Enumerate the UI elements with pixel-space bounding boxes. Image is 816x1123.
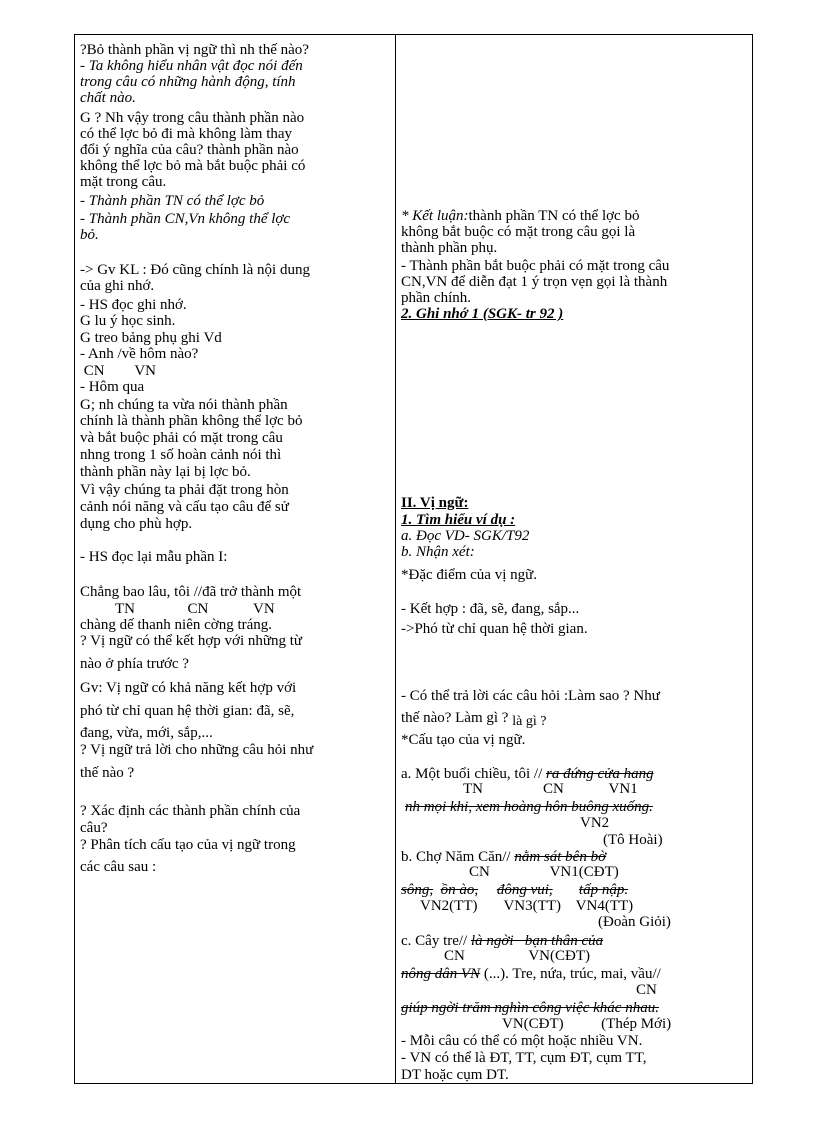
example-line (401, 966, 661, 982)
text-span: c. Cây tre// (401, 933, 471, 949)
text-line: - Kết hợp : đã, sẽ, đang, sắp... (401, 601, 580, 617)
text-line: nhng trong 1 số hoàn cảnh nói thì (80, 447, 282, 463)
text-line: - HS đọc ghi nhớ. (80, 297, 187, 313)
text-line: trong câu có những hành động, tính (80, 74, 296, 90)
text-line: TN CN VN (115, 601, 275, 617)
example-line: VN2 (580, 815, 610, 831)
text-line: ? Phân tích cấu tạo của vị ngữ trong (80, 837, 296, 853)
text-line: - Thành phần TN có thể lợc bỏ (80, 193, 265, 209)
citation: (Đoàn Giỏi) (598, 914, 671, 930)
text-line: có thể lợc bỏ đi mà không làm thay (80, 126, 293, 142)
predicate-span: đông vui, (496, 882, 553, 898)
predicate-span: là ngời bạn thân của (470, 933, 604, 949)
example-line: CN VN1(CĐT) (469, 864, 619, 880)
text-line (401, 208, 639, 224)
text-line: các câu sau : (80, 859, 157, 875)
text-line: - HS đọc lại mẫu phần I: (80, 549, 228, 565)
text-line: Gv: Vị ngữ có khả năng kết hợp với (80, 680, 297, 696)
text-span: b. Chợ Năm Căn// (401, 849, 515, 865)
section-heading: 2. Ghi nhớ 1 (SGK- tr 92 ) (401, 306, 564, 322)
text-line: chính là thành phần không thể lợc bỏ (80, 413, 303, 429)
text-line: thành phần phụ. (401, 240, 498, 256)
example-line: CN (636, 982, 657, 998)
text-line: Vì vậy chúng ta phải đặt trong hòn (80, 482, 289, 498)
text-line: dụng cho phù hợp. (80, 516, 193, 532)
text-line: phần chính. (401, 290, 471, 306)
text-line: của ghi nhớ. (80, 278, 155, 294)
example-line (401, 933, 603, 949)
text-line: - VN có thể là ĐT, TT, cụm ĐT, cụm TT, (401, 1050, 647, 1066)
text-line: - Ta không hiểu nhân vật đọc nói đến (80, 58, 303, 74)
text-line: ? Vị ngữ có thể kết hợp với những từ (80, 633, 303, 649)
text-line: đang, vừa, mới, sắp,... (80, 725, 213, 741)
text-span: là gì ? (512, 714, 547, 729)
text-line: đổi ý nghĩa của câu? thành phần nào (80, 142, 299, 158)
section-heading: 1. Tìm hiểu ví dụ : (401, 512, 516, 528)
text-line: thành phần này lại bị lợc bỏ. (80, 464, 251, 480)
text-line: ->Phó từ chỉ quan hệ thời gian. (401, 621, 588, 637)
text-span: thành phần TN có thể lợc bỏ (468, 208, 640, 224)
text-line: Chẳng bao lâu, tôi //đã trở thành một (80, 584, 302, 600)
text-line: phó từ chỉ quan hệ thời gian: đã, sẽ, (80, 703, 295, 719)
text-line: G; nh chúng ta vừa nói thành phần (80, 397, 288, 413)
predicate-span: sông, (401, 882, 434, 898)
predicate-span: giúp ngời trăm nghìn công việc khác nhau. (401, 1000, 659, 1016)
example-line (401, 882, 628, 898)
predicate-span: tấp nập. (578, 882, 629, 898)
predicate-span: nằm sát bên bờ (514, 849, 607, 865)
column-divider (395, 34, 396, 1084)
text-line: chàng dế thanh niên cờng tráng. (80, 617, 273, 633)
text-line: bỏ. (80, 227, 99, 243)
text-line: ?Bỏ thành phần vị ngữ thì nh thế nào? (80, 42, 309, 58)
text-line (401, 710, 546, 727)
text-line: câu? (80, 820, 108, 836)
text-line: và bắt buộc phải có mặt trong câu (80, 430, 283, 446)
text-line: - Mỗi câu có thể có một hoặc nhiều VN. (401, 1033, 643, 1049)
text-span: a. Một buổi chiều, tôi // (401, 766, 546, 782)
text-line: không thể lợc bỏ mà bắt buộc phải có (80, 158, 306, 174)
text-line: G ? Nh vậy trong câu thành phần nào (80, 110, 305, 126)
text-line: CN,VN để diễn đạt 1 ý trọn vẹn gọi là thành (401, 274, 668, 290)
example-line: CN VN(CĐT) (444, 948, 590, 964)
predicate-span: nông dân VN (401, 966, 481, 982)
text-line: - Có thể trả lời các câu hỏi :Làm sao ? Như (401, 688, 660, 704)
predicate-span: nh mọi khi, xem hoàng hôn buông xuống. (405, 799, 653, 815)
text-span: thế nào? Làm gì ? (401, 710, 509, 726)
example-line (401, 766, 654, 782)
example-line (401, 849, 606, 865)
text-line: nào ở phía trước ? (80, 656, 189, 672)
conclusion-label: * Kết luận: (401, 208, 469, 224)
example-line: VN2(TT) VN3(TT) VN4(TT) (420, 898, 634, 914)
predicate-span: ra đứng cửa hang (545, 766, 654, 782)
text-line: - Hôm qua (80, 379, 145, 395)
citation: (Tô Hoài) (603, 832, 663, 848)
text-line: CN VN (80, 363, 156, 379)
text-line: b. Nhận xét: (401, 544, 475, 560)
text-span: (...). Tre, nứa, trúc, mai, vầu// (480, 966, 661, 982)
predicate-span: ồn ào, (440, 882, 479, 898)
text-line: a. Đọc VD- SGK/T92 (401, 528, 530, 544)
text-line: cảnh nói năng và cấu tạo câu để sử (80, 499, 289, 515)
text-line: ? Xác định các thành phần chính của (80, 803, 301, 819)
text-line: ? Vị ngữ trả lời cho những câu hỏi như (80, 742, 314, 758)
example-line: VN(CĐT) (Thép Mới) (502, 1016, 672, 1032)
text-line: -> Gv KL : Đó cũng chính là nội dung (80, 262, 310, 278)
text-line: - Thành phần bắt buộc phải có mặt trong câu (401, 258, 670, 274)
text-line: - Anh /về hôm nào? (80, 346, 199, 362)
example-line: TN CN VN1 (463, 781, 638, 797)
section-heading: II. Vị ngữ: (401, 495, 469, 511)
text-line: - Thành phần CN,Vn không thể lợc (80, 211, 291, 227)
text-line: không bắt buộc có mặt trong câu gọi là (401, 224, 636, 240)
text-line: chất nào. (80, 90, 136, 106)
text-line: *Đặc điểm của vị ngữ. (401, 567, 538, 583)
text-line: thế nào ? (80, 765, 135, 781)
text-line: *Cấu tạo của vị ngữ. (401, 732, 526, 748)
text-line: mặt trong câu. (80, 174, 167, 190)
text-line: DT hoặc cụm DT. (401, 1067, 509, 1083)
text-line: G lu ý học sinh. (80, 313, 176, 329)
text-line: G treo bảng phụ ghi Vd (80, 330, 222, 346)
